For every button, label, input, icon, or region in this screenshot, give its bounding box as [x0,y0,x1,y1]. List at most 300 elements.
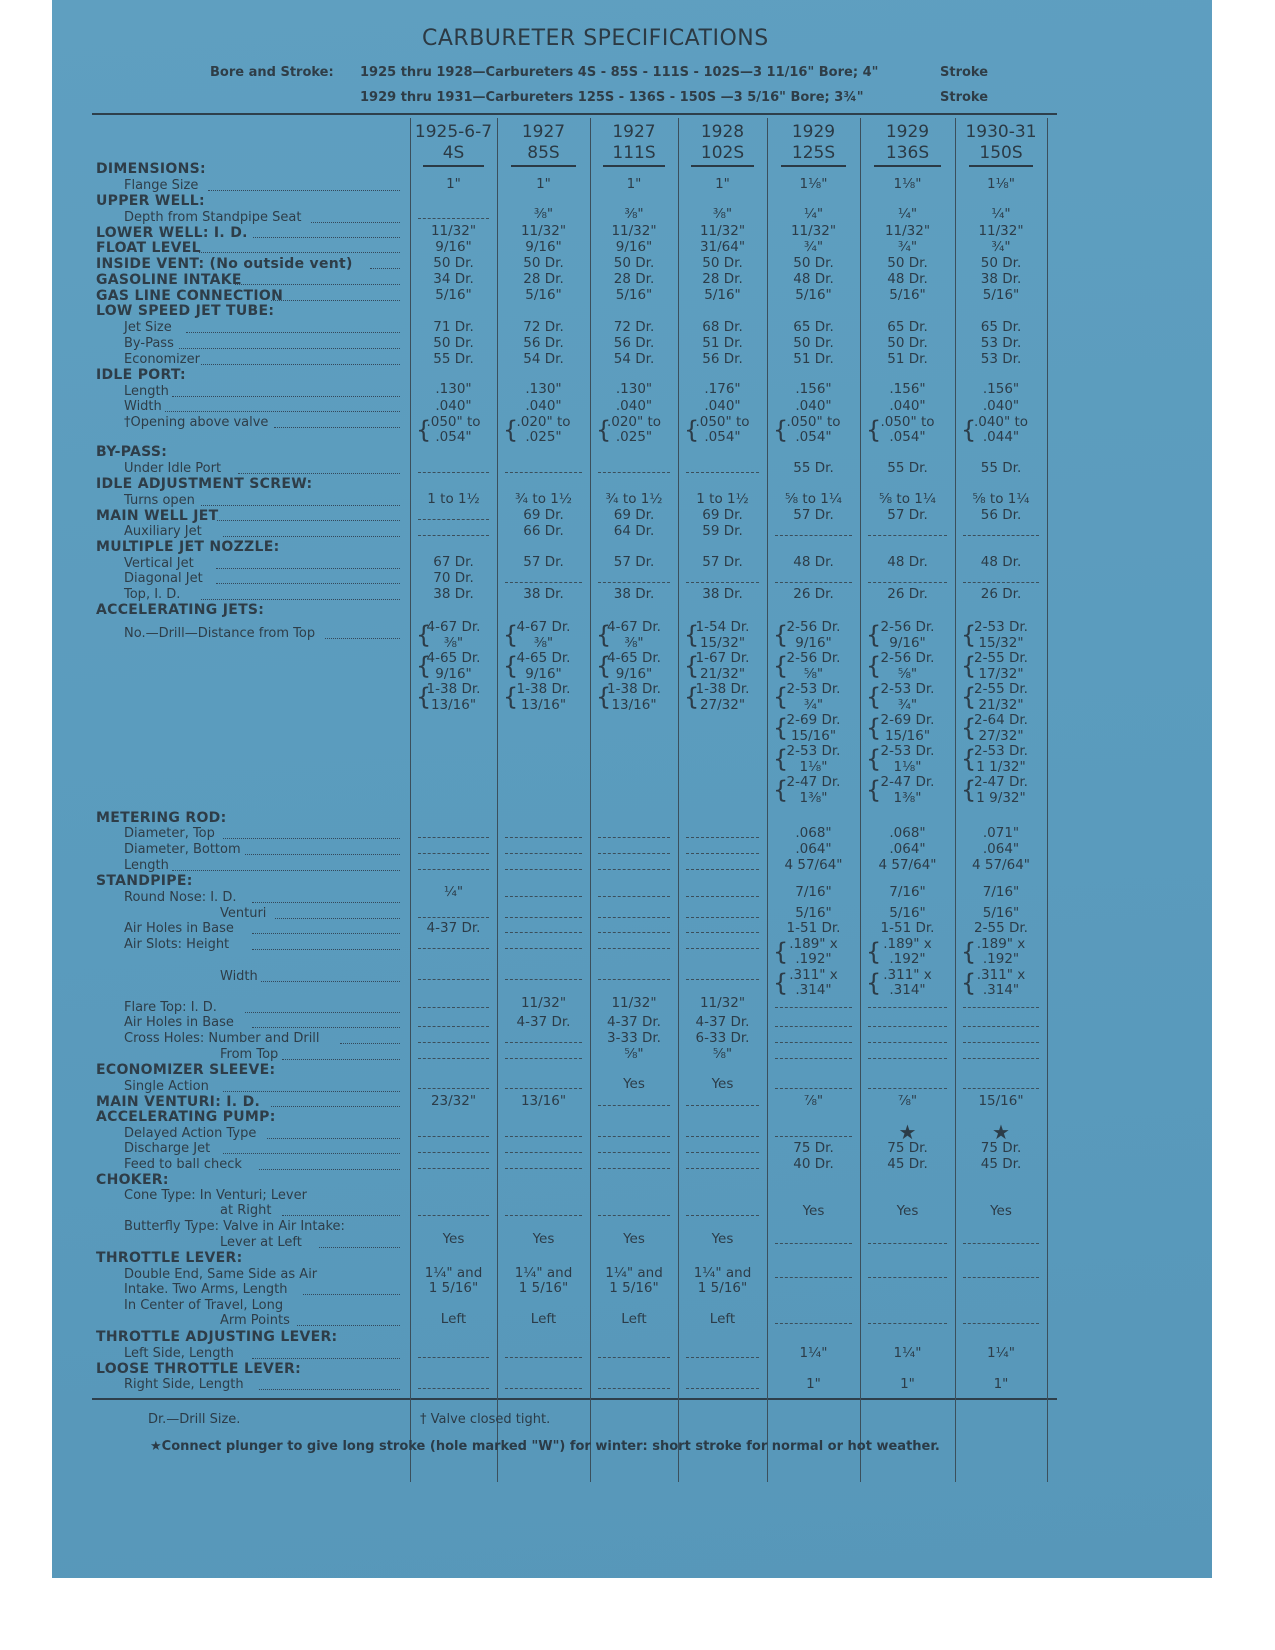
empty-cell [505,896,582,897]
brace-mark: { [961,652,977,680]
dotted-leader [208,190,400,191]
dotted-leader [165,411,401,412]
brace-mark: { [866,938,882,966]
cell-accel-jet: 4-67 Dr. [426,619,481,635]
brace-mark: { [773,416,789,444]
cell-intake: 48 Dr. [793,271,834,287]
cell-accel-jet: 21/32" [978,696,1024,713]
dotted-leader [282,1059,400,1060]
cell-aux: 66 Dr. [523,523,564,539]
cell-flange: 1⅛" [893,176,922,192]
empty-cell [598,1136,670,1137]
dotted-leader [261,981,401,982]
empty-cell [686,979,759,980]
dotted-leader [253,237,400,238]
cell-accel-jet: 17/32" [978,665,1024,682]
cell-right-side: 1" [993,1376,1009,1392]
cell-idle-len: .156" [795,381,832,397]
column-header-4s [410,122,497,167]
cell-accel-jet: 2-64 Dr. [974,712,1028,728]
cell-vent: 50 Dr. [980,255,1022,271]
cell-accel-jet: 1-38 Dr. [426,681,481,697]
cell-aux: 64 Dr. [613,523,655,539]
row-label-width: Width [124,399,162,414]
dotted-leader [223,838,400,839]
column-model: 102S [700,143,745,163]
empty-cell [598,1357,670,1358]
empty-cell [775,1277,852,1278]
row-label-low-speed: LOW SPEED JET TUBE: [96,303,275,319]
empty-cell [418,1168,489,1169]
cell-accel-jet: 13/16" [430,696,477,713]
cell-vent: 50 Dr. [523,255,564,271]
brace-mark: { [684,652,700,680]
cell-air-holes: 1-51 Dr. [786,920,841,936]
brace-mark: { [773,714,789,742]
header-underline [969,165,1033,167]
empty-cell [418,519,489,520]
empty-cell [418,1388,489,1389]
row-label-air-holes: Air Holes in Base [124,921,234,936]
stroke-label-1: Stroke [940,65,989,80]
dotted-leader [319,1247,400,1248]
empty-cell [686,948,759,949]
row-label-turns-open: Turns open [124,493,195,508]
brace-mark: { [416,652,432,680]
column-year: 1929 [885,122,930,142]
cell-vent: 50 Dr. [887,255,928,271]
cell-air-holes2: 4-37 Dr. [516,1014,571,1030]
cell-delayed: ★ [992,1120,1010,1144]
cell-opening-a: .050" to [880,414,935,430]
brace-mark: { [503,621,519,649]
cell-bypass: 56 Dr. [613,335,655,351]
empty-cell [963,1058,1039,1059]
brace-mark: { [866,969,882,997]
cell-flange: 1" [446,176,461,192]
dotted-leader [245,1012,400,1013]
cell-dia-bottom: .064" [982,841,1020,857]
cell-top: 38 Dr. [613,586,655,602]
dotted-leader [252,949,400,950]
empty-cell [598,582,670,583]
brace-mark: { [961,745,977,773]
brace-mark: { [416,621,432,649]
empty-cell [418,948,489,949]
bore-stroke-label: Bore and Stroke: [210,65,334,80]
dotted-leader [259,1389,400,1390]
cell-cone: Yes [802,1203,825,1219]
cell-top: 26 Dr. [793,586,834,602]
header-underline [781,165,846,167]
cell-accel-jet: ⅜" [533,634,554,651]
brace-mark: { [866,745,882,773]
empty-cell [686,853,759,854]
cell-flare: 11/32" [520,995,567,1011]
cell-flange: 1⅛" [987,176,1015,192]
cell-from-top: ⅝" [624,1046,644,1062]
cell-discharge: 75 Dr. [980,1140,1022,1156]
cell-accel-jet: 27/32" [978,727,1024,744]
cell-accel-jet: ⅜" [624,634,644,651]
row-label-double2: Intake. Two Arms, Length [124,1282,288,1297]
empty-cell [686,869,759,870]
brace-mark: { [503,416,519,444]
cell-intake: 38 Dr. [980,271,1022,287]
cell-air-holes2: 4-37 Dr. [695,1014,750,1030]
cell-butterfly: Yes [532,1231,555,1247]
cell-double-b: 1 5/16" [428,1280,479,1296]
cell-accel-jet: 2-69 Dr. [880,712,935,728]
dotted-leader [252,933,400,934]
cell-main-well: 69 Dr. [613,507,655,523]
cell-gasline: 5/16" [795,287,832,303]
cell-depth: ⅜" [712,206,733,222]
empty-cell [686,582,759,583]
cell-jet: 72 Dr. [523,319,564,335]
cell-opening-b: .025" [525,429,562,445]
cell-double-a: 1¼" and [605,1265,663,1281]
empty-cell [598,917,670,918]
cell-air-holes2: 4-37 Dr. [607,1014,661,1030]
column-model: 4S [442,143,465,163]
cell-gasline: 5/16" [435,287,472,303]
row-label-round-nose: Round Nose: I. D. [124,890,237,905]
row-label-feed: Feed to ball check [124,1157,242,1172]
cell-accel-jet: 1-38 Dr. [695,681,750,697]
cell-round-nose: 7/16" [982,884,1020,900]
empty-cell [598,948,670,949]
row-label-throttle: THROTTLE LEVER: [96,1250,243,1266]
row-label-economizer: Economizer [124,352,200,367]
cell-venturi: 5/16" [982,905,1020,921]
cell-mr-length: 4 57/64" [972,857,1030,873]
empty-cell [598,1388,670,1389]
bore-line-1925: 1925 thru 1928—Carbureters 4S - 85S - 111S - 102S—3 11/16" Bore; 4" [360,65,879,80]
cell-bypass: 53 Dr. [980,335,1022,351]
empty-cell [963,1088,1039,1089]
cell-double-b: 1 5/16" [697,1280,748,1296]
cell-accel-jet: 4-65 Dr. [426,650,481,666]
cell-width-a: .311" x [883,967,932,983]
empty-cell [775,1136,852,1137]
cell-opening-b: .054" [435,429,472,445]
empty-cell [868,1007,947,1008]
empty-cell [686,896,759,897]
cell-gasline: 5/16" [525,287,562,303]
brace-mark: { [773,652,789,680]
row-label-from-top: From Top [220,1047,279,1062]
cell-lower-well: 11/32" [430,223,477,239]
row-label-top-id: Top, I. D. [124,587,181,602]
column-year: 1925-6-7 [414,122,493,142]
cell-main-venturi: 13/16" [520,1093,567,1109]
cell-accel-jet: 4-67 Dr. [607,619,661,635]
dotted-leader [252,902,400,903]
empty-cell [686,1136,759,1137]
column-header-111s [590,122,678,167]
cell-jet: 72 Dr. [613,319,655,335]
empty-cell [505,917,582,918]
brace-mark: { [596,683,612,711]
cell-accel-jet: 2-53 Dr. [786,743,841,759]
cell-opening-a: .050" to [786,414,841,430]
empty-cell [868,582,947,583]
cell-gasline: 5/16" [982,287,1020,303]
cell-idle-len: .156" [889,381,926,397]
cell-double-a: 1¼" and [514,1265,573,1281]
row-label-by-pass-h: BY-PASS: [96,444,168,460]
cell-accel-jet: 9/16" [435,665,472,682]
cell-main-venturi: 23/32" [430,1093,477,1109]
row-label-opening: †Opening above valve [124,415,269,430]
row-label-dia-bottom: Diameter, Bottom [124,842,241,857]
row-label-dia-top: Diameter, Top [124,826,215,841]
cell-opening-a: .020" to [516,414,571,430]
cell-accel-jet: 2-53 Dr. [786,681,841,697]
cell-accel-jet: 15/16" [884,727,931,744]
cell-under-idle: 55 Dr. [980,460,1022,476]
brace-mark: { [961,683,977,711]
cell-accel-jet: 2-56 Dr. [880,650,935,666]
empty-cell [775,1042,852,1043]
footnote-drill: Dr.—Drill Size. [148,1412,241,1427]
empty-cell [418,1088,489,1089]
column-year: 1929 [791,122,836,142]
row-label-main-well-jet: MAIN WELL JET [96,508,219,524]
dotted-leader [267,1138,400,1139]
cell-main-venturi: ⅞" [897,1093,918,1109]
cell-feed: 40 Dr. [793,1156,834,1172]
cell-accel-jet: 1⅜" [799,789,828,806]
cell-accel-jet: 15/16" [790,727,837,744]
cell-gasline: 5/16" [889,287,926,303]
empty-cell [963,1243,1039,1244]
row-label-dimensions: DIMENSIONS: [96,161,206,177]
brace-mark: { [684,416,700,444]
empty-cell [598,896,670,897]
brace-mark: { [416,416,432,444]
cell-opening-a: .040" to [973,414,1029,430]
row-label-single-action: Single Action [124,1079,209,1094]
empty-cell [686,1168,759,1169]
brace-mark: { [773,745,789,773]
empty-cell [418,1026,489,1027]
row-label-standpipe: STANDPIPE: [96,873,193,889]
brace-mark: { [503,683,519,711]
empty-cell [868,1058,947,1059]
empty-cell [963,1277,1039,1278]
cell-accel-jet: 13/16" [611,696,657,713]
column-year: 1930-31 [965,122,1037,142]
dotted-leader [259,1169,400,1170]
row-label-cone1: Cone Type: In Venturi; Lever [124,1188,307,1203]
cell-main-well: 56 Dr. [980,507,1022,523]
cell-mr-length: 4 57/64" [878,857,937,873]
empty-cell [868,1323,947,1324]
bore-line-1929: 1929 thru 1931—Carbureters 125S - 136S - 150S —3 5/16" Bore; 3¾" [360,90,864,105]
dotted-leader [235,284,400,285]
cell-vent: 50 Dr. [702,255,743,271]
empty-cell [775,535,852,536]
row-label-depth: Depth from Standpipe Seat [124,210,302,225]
cell-accel-jet: 2-55 Dr. [974,681,1028,697]
column-year: 1927 [521,122,566,142]
brace-mark: { [961,416,977,444]
dotted-leader [245,854,400,855]
cell-center: Left [621,1311,647,1327]
brace-mark: { [866,621,882,649]
dotted-leader [217,520,400,521]
cell-idle-len: .156" [982,381,1020,397]
cell-idle-wid: .040" [889,398,926,414]
header-underline [874,165,941,167]
empty-cell [775,1007,852,1008]
row-label-idle-port: IDLE PORT: [96,367,186,383]
empty-cell [775,1323,852,1324]
cell-intake: 28 Dr. [613,271,655,287]
cell-turns: ⅝ to 1¼ [785,491,842,507]
dotted-leader [275,918,400,919]
cell-dia-top: .068" [889,825,926,841]
cell-feed: 45 Dr. [887,1156,928,1172]
cell-accel-jet: 2-53 Dr. [974,743,1028,759]
row-label-flange-size: Flange Size [124,178,199,193]
cell-idle-wid: .040" [525,398,562,414]
cell-vent: 50 Dr. [433,255,474,271]
footnote-valve: † Valve closed tight. [420,1412,551,1427]
cell-height-a: .189" x [883,936,932,952]
cell-opening-b: .025" [615,429,653,445]
cell-lower-well: 11/32" [790,223,837,239]
empty-cell [686,1388,759,1389]
cell-main-well: 57 Dr. [793,507,834,523]
cell-lower-well: 11/32" [699,223,746,239]
row-label-loose: LOOSE THROTTLE LEVER: [96,1361,302,1377]
row-label-butterfly1: Butterfly Type: Valve in Air Intake: [124,1219,345,1234]
brace-mark: { [503,652,519,680]
cell-cross: 6-33 Dr. [695,1030,750,1046]
cell-left-side: 1¼" [799,1345,828,1361]
cell-turns: ¾ to 1½ [605,491,663,507]
empty-cell [598,1168,670,1169]
cell-delayed: ★ [898,1120,917,1144]
cell-center: Left [709,1311,736,1327]
dotted-leader [274,427,400,428]
cell-gasline: 5/16" [615,287,653,303]
empty-cell [505,1357,582,1358]
brace-mark: { [866,683,882,711]
cell-flare: 11/32" [611,995,657,1011]
cell-dia-bottom: .064" [795,841,832,857]
cell-turns: 1 to 1½ [427,491,480,507]
row-label-mr-length: Length [124,858,169,873]
cell-air-holes: 2-55 Dr. [974,920,1028,936]
cell-venturi: 5/16" [889,905,926,921]
row-label-center2: Arm Points [220,1313,290,1328]
cell-accel-jet: 1-54 Dr. [695,619,750,635]
empty-cell [963,582,1039,583]
cell-accel-jet: 9/16" [525,665,562,682]
cell-accel-jet: ¾" [897,696,918,713]
cell-accel-jet: 4-65 Dr. [607,650,661,666]
empty-cell [598,869,670,870]
cell-float: 9/16" [615,239,653,255]
row-label-lower-well: LOWER WELL: I. D. [96,225,248,241]
dotted-leader [271,300,400,301]
empty-cell [963,1007,1039,1008]
empty-cell [505,1215,582,1216]
cell-from-top: ⅝" [712,1046,733,1062]
cell-accel-jet: 2-53 Dr. [880,681,935,697]
row-label-jet-size: Jet Size [124,320,172,335]
dotted-leader [325,638,400,639]
empty-cell [505,1136,582,1137]
cell-float: ¾" [991,239,1011,255]
row-label-gasoline-intake: GASOLINE INTAKE [96,272,242,288]
dotted-leader [199,252,400,253]
cell-intake: 28 Dr. [702,271,743,287]
row-label-no-drill: No.—Drill—Distance from Top [124,626,316,641]
cell-accel-jet: 4-67 Dr. [516,619,571,635]
cell-float: 9/16" [435,239,472,255]
empty-cell [775,1088,852,1089]
cell-air-holes: 1-51 Dr. [880,920,935,936]
row-label-cross-holes: Cross Holes: Number and Drill [124,1031,320,1046]
cell-height-b: .192" [982,951,1020,967]
cell-main-venturi: ⅞" [803,1093,824,1109]
row-label-delayed: Delayed Action Type [124,1126,257,1141]
cell-accel-jet: ⅜" [443,634,464,651]
empty-cell [418,1042,489,1043]
dotted-leader [303,1294,400,1295]
cell-accel-jet: 1-38 Dr. [607,681,661,697]
empty-cell [505,472,582,473]
cell-vertical: 67 Dr. [433,554,474,570]
dotted-leader [223,1091,400,1092]
brace-mark: { [773,938,789,966]
brace-mark: { [961,621,977,649]
row-label-double1: Double End, Same Side as Air [124,1267,318,1282]
cell-accel-jet: 1-38 Dr. [516,681,571,697]
cell-accel-jet: 15/32" [978,634,1024,651]
column-year: 1928 [700,122,745,142]
cell-econ: 54 Dr. [613,351,655,367]
column-model: 85S [527,143,560,163]
cell-accel-jet: 2-47 Dr. [880,774,935,790]
dotted-leader [252,1027,400,1028]
empty-cell [505,869,582,870]
brace-mark: { [773,683,789,711]
brace-mark: { [773,621,789,649]
row-label-multi-jet: MULTIPLE JET NOZZLE: [96,539,280,555]
column-header-102s [678,122,767,167]
cell-dia-bottom: .064" [889,841,926,857]
dotted-leader [297,1325,400,1326]
brace-mark: { [866,416,882,444]
row-label-inside-vent: INSIDE VENT: (No outside vent) [96,256,353,272]
cell-top: 26 Dr. [887,586,928,602]
cell-intake: 48 Dr. [887,271,928,287]
row-label-air-holes2: Air Holes in Base [124,1015,234,1030]
dotted-leader [216,568,400,569]
cell-main-well: 69 Dr. [702,507,743,523]
empty-cell [505,1152,582,1153]
cell-width-a: .311" x [789,967,838,983]
cell-float: ¾" [897,239,918,255]
dotted-leader [311,222,401,223]
stroke-label-2: Stroke [940,90,989,105]
